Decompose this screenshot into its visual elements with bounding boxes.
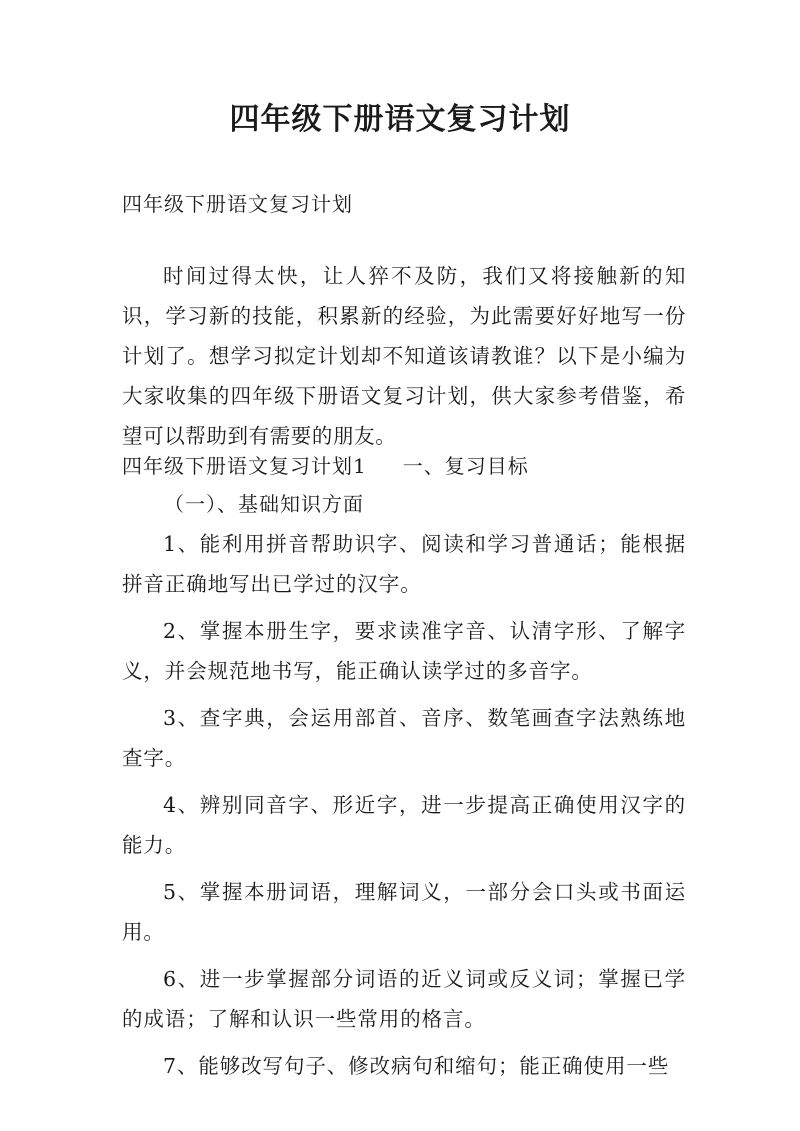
goal-heading: 一、复习目标 [402, 454, 529, 478]
plan-heading: 四年级下册语文复习计划1 [122, 454, 367, 478]
document-subtitle: 四年级下册语文复习计划 [122, 192, 353, 216]
list-item: 3、查字典，会运用部首、音序、数笔画查字法熟练地查字。 [122, 706, 686, 770]
list-item: 4、辨别同音字、形近字，进一步提高正确使用汉字的能力。 [122, 793, 686, 857]
list-item: 6、进一步掌握部分词语的近义词或反义词；掌握已学的成语；了解和认识一些常用的格言。 [122, 967, 686, 1031]
plan-heading-line [122, 450, 722, 482]
list-item: 5、掌握本册词语，理解词义，一部分会口头或书面运用。 [122, 880, 686, 944]
list-item: 7、能够改写句子、修改病句和缩句；能正确使用一些 [163, 1054, 670, 1078]
list-item: 2、掌握本册生字，要求读准字音、认清字形、了解字义，并会规范地书写，能正确认读学过的多音字。 [122, 619, 686, 683]
intro-paragraph: 时间过得太快，让人猝不及防，我们又将接触新的知识，学习新的技能，积累新的经验，为此需要好好地写一份计划了。想学习拟定计划却不知道该请教谁？以下是小编为大家收集的四年级下册语文复习计划，供大家参考借鉴，希望可以帮助到有需要的朋友。 [122, 264, 686, 448]
list-item: 1、能利用拼音帮助识字、阅读和学习普通话；能根据拼音正确地写出已学过的汉字。 [122, 532, 686, 596]
document-title: 四年级下册语文复习计划 [229, 102, 571, 137]
item-list [122, 524, 686, 1093]
section-heading: （一）、基础知识方面 [164, 492, 364, 516]
